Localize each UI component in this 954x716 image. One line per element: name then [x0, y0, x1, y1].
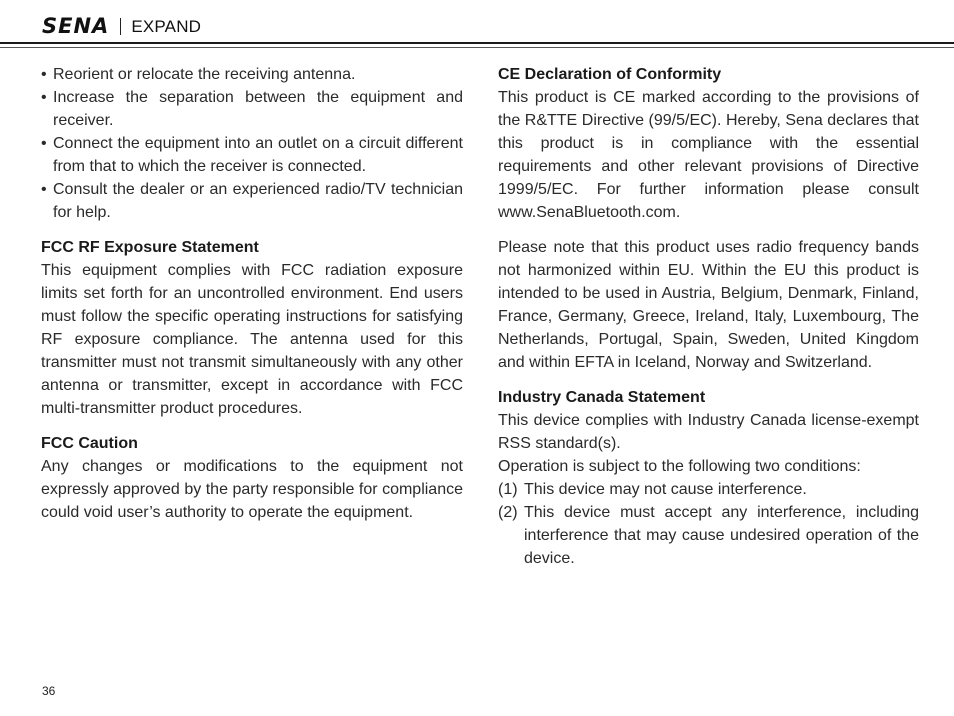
interference-remedies-list [41, 63, 463, 224]
header-rule-thin [0, 47, 954, 48]
list-item: • Reorient or relocate the receiving antenna. [41, 63, 463, 86]
list-item: • Connect the equipment into an outlet on a circuit different from that to which the receiver is connected. [41, 132, 463, 178]
left-column [41, 63, 463, 524]
header-rule-thick [0, 42, 954, 44]
list-item [498, 501, 919, 570]
fcc-rf-body: This equipment complies with FCC radiation exposure limits set forth for an uncontrolled environment. End users must follow the specific operating instructions for satisfying RF exposure compliance. The antenna used for this transmitter must not transmit simultaneously with any other antenna or transmitter, except in accordance with FCC multi-transmitter product procedures. [41, 262, 463, 417]
fcc-caution-heading: FCC Caution [41, 435, 138, 452]
conditions-intro: Operation is subject to the following two conditions: [498, 458, 861, 475]
conditions-list [498, 478, 919, 570]
industry-canada-heading: Industry Canada Statement [498, 389, 706, 406]
industry-canada-body: This device complies with Industry Canada license-exempt RSS standard(s). [498, 412, 919, 452]
fcc-caution-body: Any changes or modifications to the equipment not expressly approved by the party responsible for compliance could void user’s authority to operate the equipment. [41, 458, 463, 521]
ce-heading: CE Declaration of Conformity [498, 66, 722, 83]
eu-frequency-note: Please note that this product uses radio frequency bands not harmonized within EU. Within the EU this product is intended to be used in Austria, Belgium, Denmark, Finland, France, Germany, Greece, Ireland, Italy, Luxembourg, The Netherlands, Portugal, Spain, Sweden, United Kingdom and within EFTA in Iceland, Norway and Switzerland. [498, 239, 919, 371]
fcc-rf-heading: FCC RF Exposure Statement [41, 239, 259, 256]
list-item: • Increase the separation between the equipment and receiver. [41, 86, 463, 132]
condition-text: This device may not cause interference. [524, 481, 807, 498]
sena-logo: SENA [42, 13, 110, 38]
ce-body: This product is CE marked according to the provisions of the R&TTE Directive (99/5/EC). Hereby, Sena declares that this product is in compliance with the essential requirements and other relevant provisions of Directive 1999/5/EC. For further information please consult www.SenaBluetooth.com. [498, 89, 919, 221]
page-number: 36 [42, 684, 56, 698]
condition-number: (1) [498, 481, 518, 498]
condition-text: This device must accept any interference, including interference that may cause undesired operation of the device. [524, 504, 919, 567]
header-divider [120, 18, 121, 35]
right-column [498, 63, 919, 570]
product-name: EXPAND [131, 16, 202, 36]
condition-number: (2) [498, 504, 518, 521]
list-item [498, 478, 919, 501]
page-header [42, 14, 201, 38]
list-item: • Consult the dealer or an experienced radio/TV technician for help. [41, 178, 463, 224]
